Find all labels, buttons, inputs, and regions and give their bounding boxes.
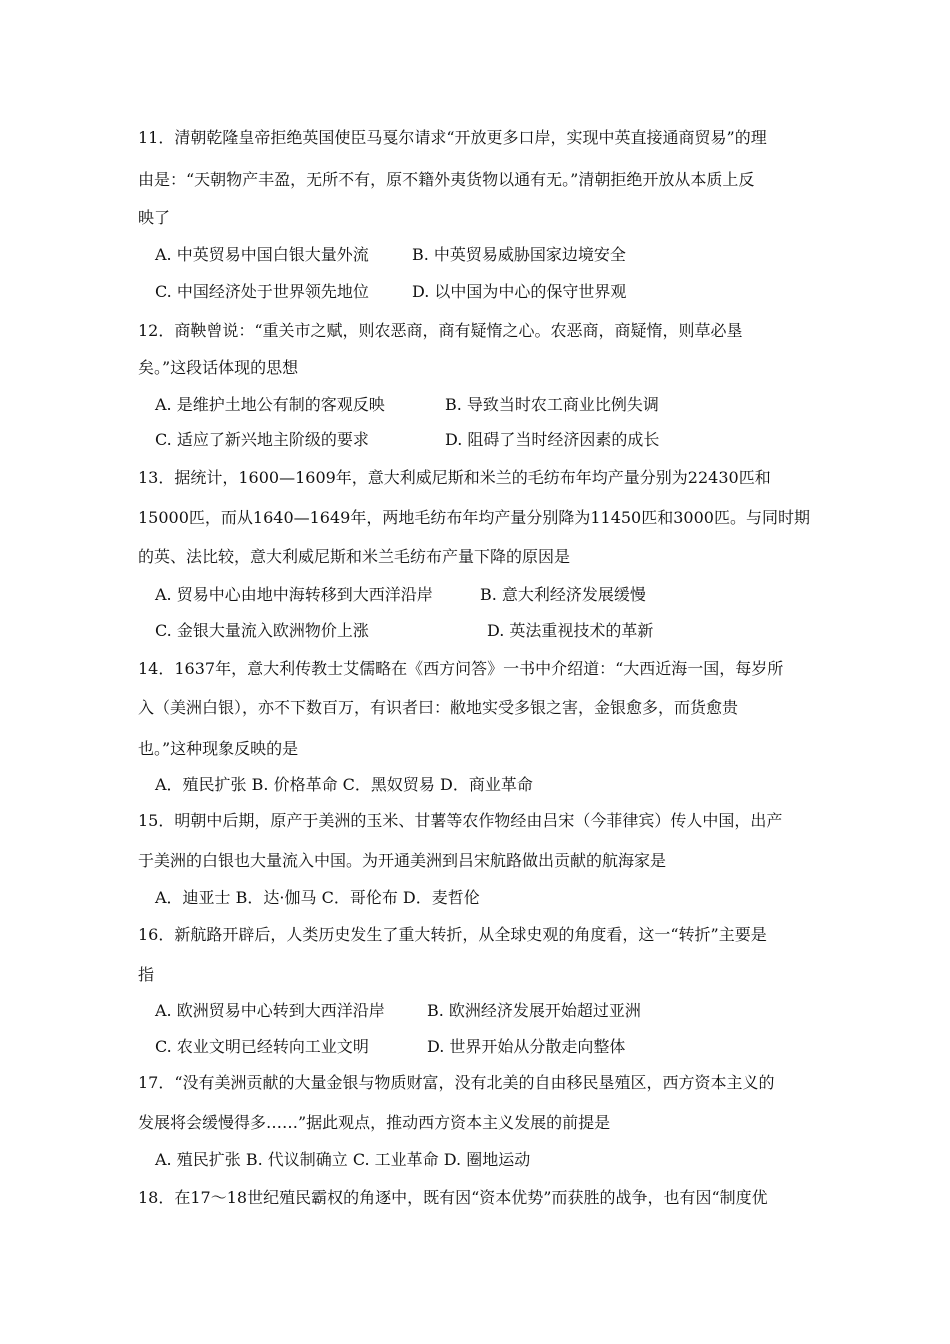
q16-option-a: A. 欧洲贸易中心转到大西洋沿岸 (155, 1001, 385, 1020)
q14-line-3: 也。”这种现象反映的是 (138, 739, 299, 758)
q16-option-b: B. 欧洲经济发展开始超过亚洲 (427, 1001, 641, 1020)
q14-options: A．殖民扩张 B. 价格革命 C．黑奴贸易 D．商业革命 (155, 775, 533, 794)
q12-option-d: D. 阻碍了当时经济因素的成长 (445, 430, 660, 449)
q16-line-1: 16．新航路开辟后，人类历史发生了重大转折，从全球史观的角度看，这一“转折”主要是 (138, 925, 767, 944)
q13-option-d: D. 英法重视技术的革新 (487, 621, 654, 640)
q13-option-a: A. 贸易中心由地中海转移到大西洋沿岸 (155, 585, 433, 604)
q11-option-d: D. 以中国为中心的保守世界观 (412, 282, 627, 301)
q12-line-2: 矣。”这段话体现的思想 (138, 358, 299, 377)
q13-line-1: 13．据统计，1600—1609年，意大利威尼斯和米兰的毛纺布年均产量分别为22430匹和 (138, 468, 771, 487)
q12-line-1: 12．商鞅曾说：“重关市之赋，则农恶商，商有疑惰之心。农恶商，商疑惰，则草必垦 (138, 321, 743, 340)
q11-option-a: A. 中英贸易中国白银大量外流 (155, 245, 369, 264)
q15-line-1: 15．明朝中后期，原产于美洲的玉米、甘薯等农作物经由吕宋（今菲律宾）传人中国，出产 (138, 811, 783, 830)
q14-line-2: 入（美洲白银），亦不下数百万，有识者曰：敝地实受多银之害，金银愈多，而货愈贵 (138, 698, 739, 717)
q13-option-b: B. 意大利经济发展缓慢 (480, 585, 646, 604)
q13-line-3: 的英、法比较，意大利威尼斯和米兰毛纺布产量下降的原因是 (138, 547, 571, 566)
q11-option-c: C. 中国经济处于世界领先地位 (155, 282, 369, 301)
q13-line-2: 15000匹，而从1640—1649年，两地毛纺布年均产量分别降为11450匹和3000匹。与同时期 (138, 508, 810, 527)
q17-line-1: 17．“没有美洲贡献的大量金银与物质财富，没有北美的自由移民垦殖区，西方资本主义的 (138, 1073, 775, 1092)
q12-option-a: A. 是维护土地公有制的客观反映 (155, 395, 385, 414)
q15-line-2: 于美洲的白银也大量流入中国。为开通美洲到吕宋航路做出贡献的航海家是 (138, 851, 667, 870)
q13-option-c: C. 金银大量流入欧洲物价上涨 (155, 621, 369, 640)
q16-option-d: D. 世界开始从分散走向整体 (427, 1037, 626, 1056)
q11-option-b: B. 中英贸易威胁国家边境安全 (412, 245, 626, 264)
q16-line-2: 指 (138, 965, 155, 984)
q11-line-2: 由是：“天朝物产丰盈，无所不有，原不籍外夷货物以通有无。”清朝拒绝开放从本质上反 (138, 170, 755, 189)
q17-line-2: 发展将会缓慢得多……”据此观点，推动西方资本主义发展的前提是 (138, 1113, 611, 1132)
q18-line-1: 18．在17～18世纪殖民霸权的角逐中，既有因“资本优势”而获胜的战争，也有因“制度优 (138, 1188, 768, 1207)
q16-option-c: C. 农业文明已经转向工业文明 (155, 1037, 369, 1056)
q11-line-3: 映了 (138, 208, 171, 227)
q12-option-c: C. 适应了新兴地主阶级的要求 (155, 430, 369, 449)
q12-option-b: B. 导致当时农工商业比例失调 (445, 395, 659, 414)
q11-line-1: 11．清朝乾隆皇帝拒绝英国使臣马戛尔请求“开放更多口岸，实现中英直接通商贸易”的理 (138, 128, 767, 147)
q17-options: A. 殖民扩张 B. 代议制确立 C. 工业革命 D. 圈地运动 (155, 1150, 531, 1169)
q14-line-1: 14．1637年，意大利传教士艾儒略在《西方问答》一书中介绍道：“大西近海一国，每岁所 (138, 659, 784, 678)
q15-options: A．迪亚士 B．达·伽马 C．哥伦布 D．麦哲伦 (155, 888, 480, 907)
